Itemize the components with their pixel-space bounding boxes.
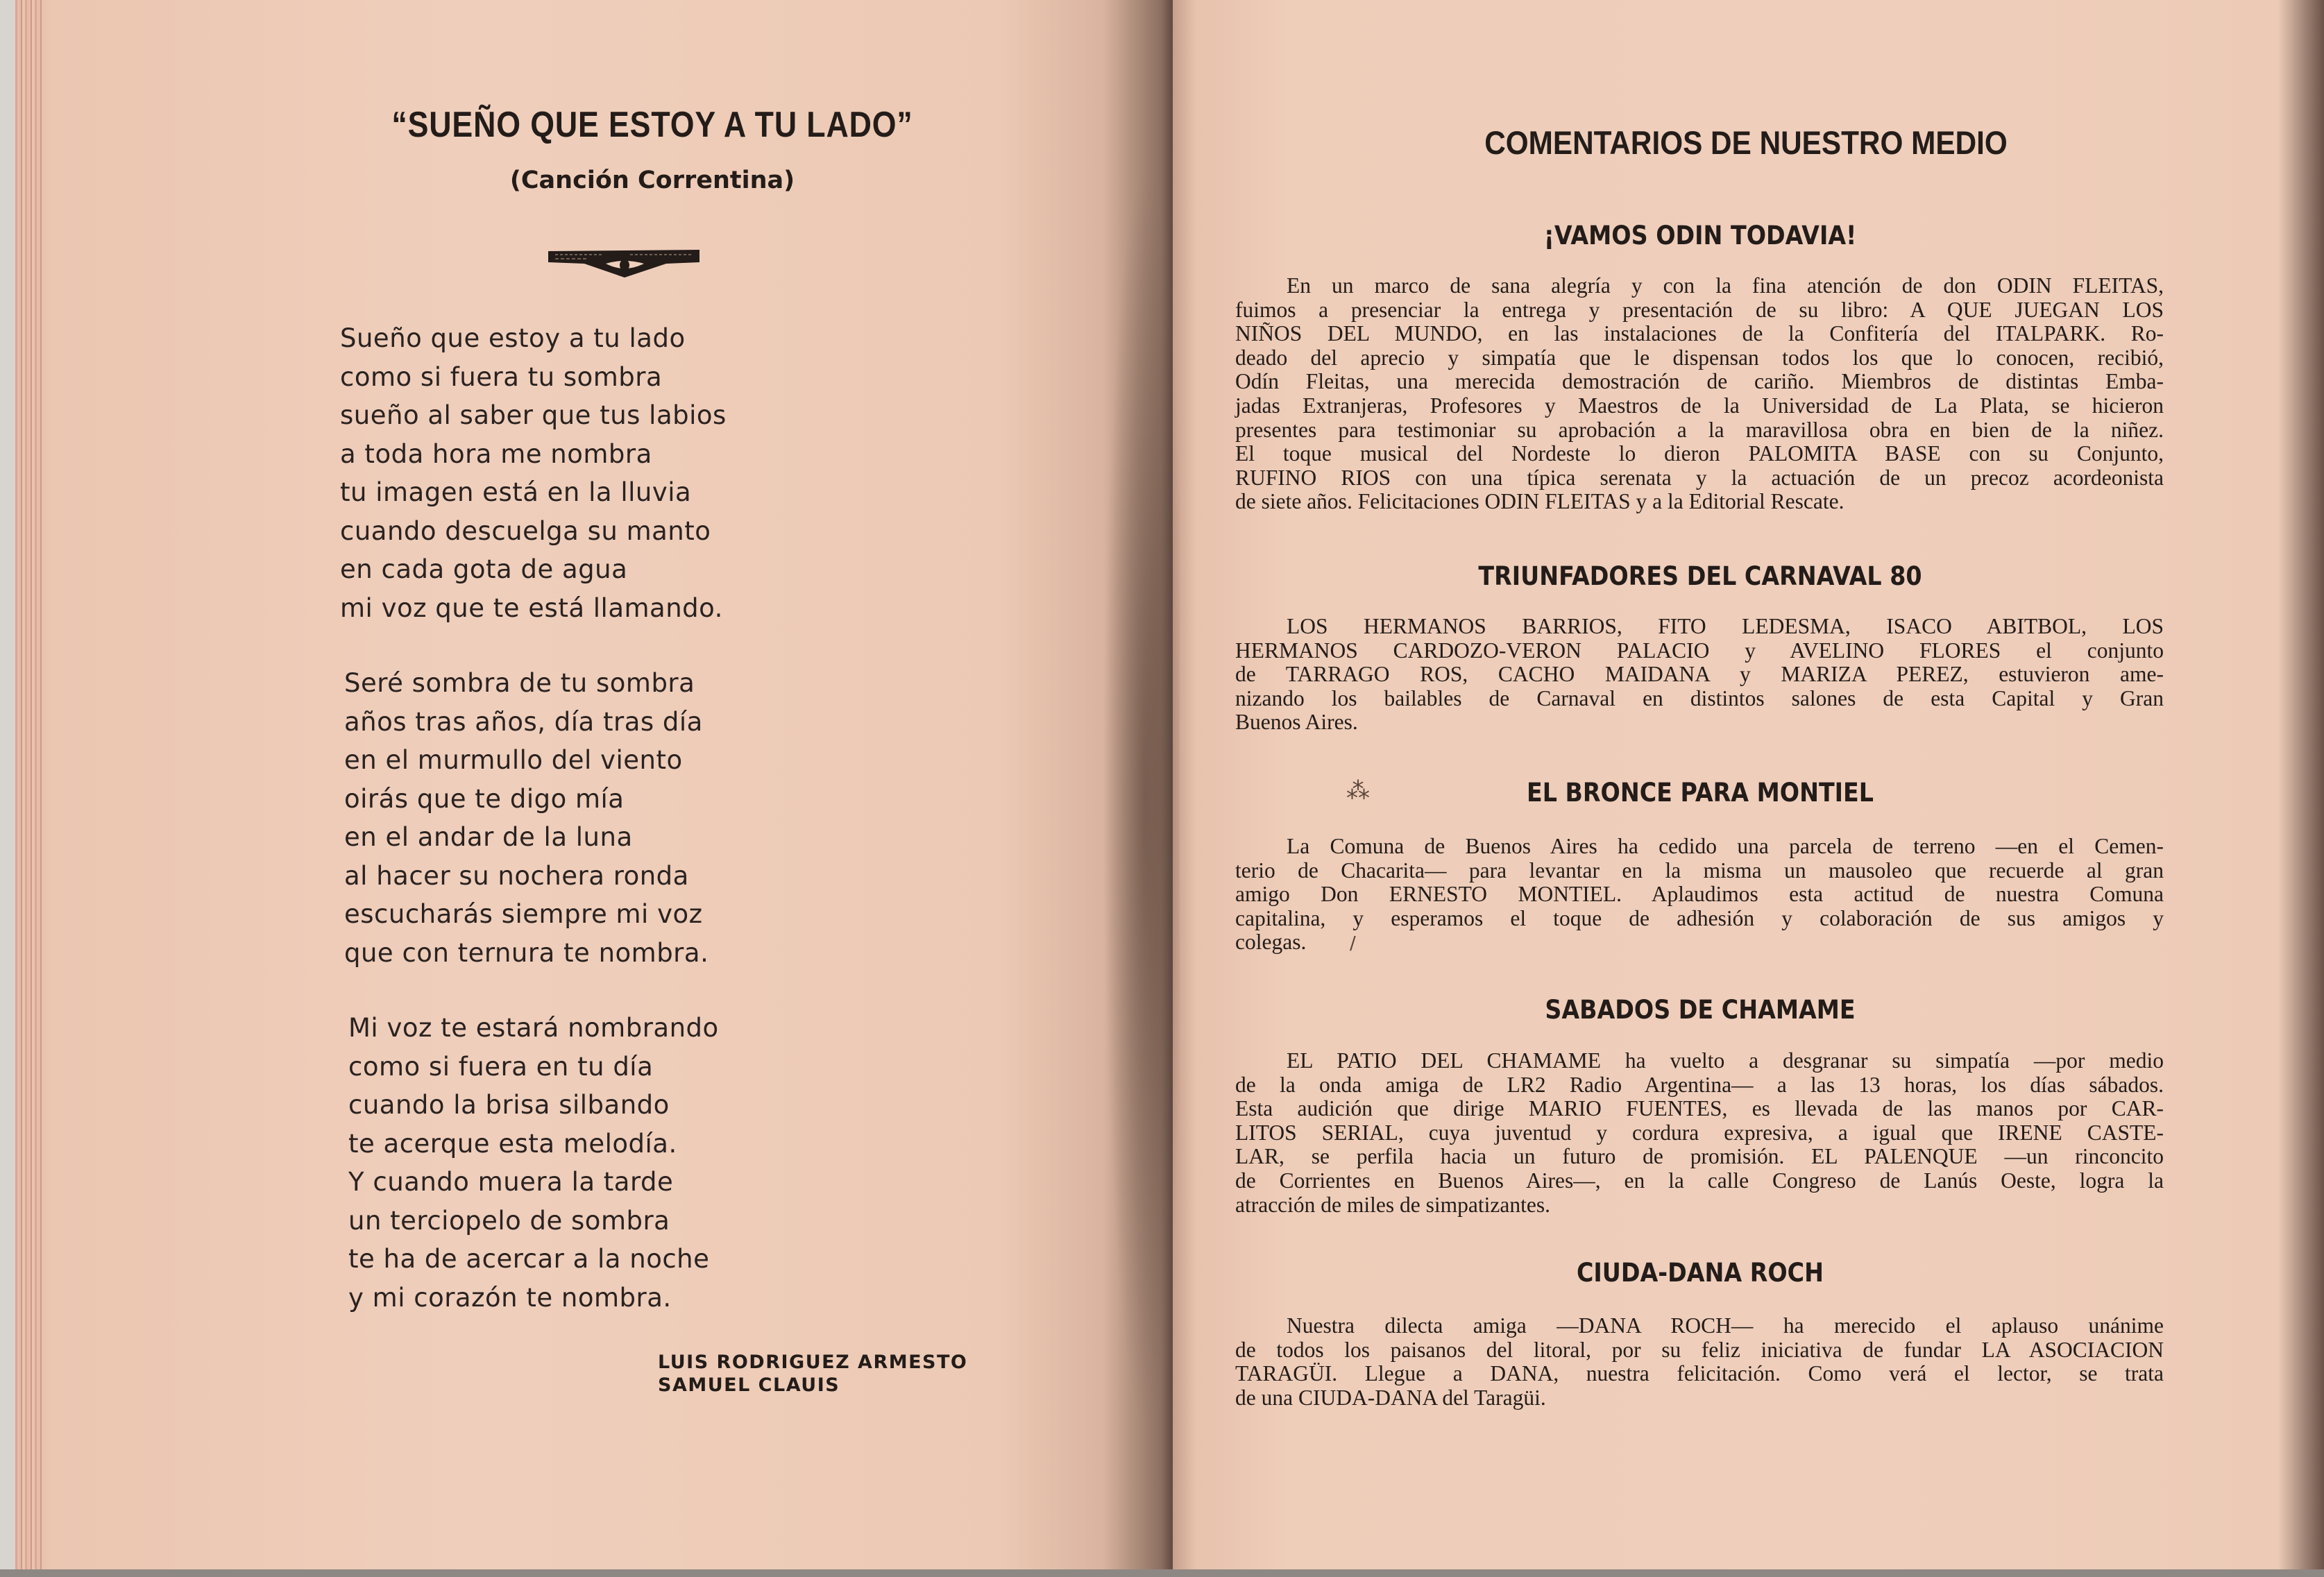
scanner-bottom-edge (0, 1569, 2324, 1577)
article-line: terio de Chacarita— para levantar en la misma un mausoleo que recuerde al gran (1235, 858, 2164, 883)
article-line: NIÑOS DEL MUNDO, en las instalaciones de la Confitería del ITALPARK. Ro- (1235, 321, 2164, 346)
song-subtitle: (Canción Correntina) (509, 167, 795, 194)
scanner-edge (0, 0, 15, 1577)
article-line: colegas. (1235, 930, 1307, 955)
verse: Mi voz te estará nombrando (348, 1013, 719, 1043)
verse: oirás que te digo mía (344, 783, 625, 814)
article-body (1235, 274, 2164, 514)
article-line: El toque musical del Nordeste lo dieron PALOMITA BASE con su Conjunto, (1235, 441, 2164, 466)
verse: en el murmullo del viento (344, 745, 683, 775)
author-name: SAMUEL CLAUIS (658, 1374, 840, 1396)
stanza (348, 1009, 826, 1317)
article-line: Buenos Aires. (1235, 710, 1358, 735)
song-authors (658, 1351, 967, 1397)
article-heading: TRIUNFADORES DEL CARNAVAL 80 (1478, 561, 1922, 591)
article-line: EL PATIO DEL CHAMAME ha vuelto a desgranar su simpatía —por medio (1287, 1048, 2164, 1073)
article-line: Nuestra dilecta amiga —DANA ROCH— ha merecido el aplauso unánime (1287, 1313, 2164, 1338)
article-line: de una CIUDA-DANA del Taragüi. (1235, 1385, 1546, 1410)
book-gutter (1069, 0, 1180, 1569)
verse: y mi corazón te nombra. (348, 1282, 672, 1313)
article-line: TARAGÜI. Llegue a DANA, nuestra felicitación. Como verá el lector, se trata (1235, 1361, 2164, 1386)
article-body (1235, 1314, 2164, 1410)
article-heading: CIUDA-DANA ROCH (1576, 1258, 1824, 1288)
article-line: de todos los paisanos del litoral, por su feliz iniciativa de fundar LA ASOCIACION (1235, 1337, 2164, 1362)
verse: en cada gota de agua (340, 554, 628, 584)
article-line: capitalina, y esperamos el toque de adhesión y colaboración de sus amigos y (1235, 905, 2164, 930)
verse: a toda hora me nombra (340, 438, 652, 469)
article-line: En un marco de sana alegría y con la fina atención de don ODIN FLEITAS, (1287, 273, 2164, 298)
verse: años tras años, día tras día (344, 706, 703, 737)
article-body (1235, 1049, 2164, 1217)
article-line: RUFINO RIOS con una típica serenata y la actuación de un precoz acordeonista (1235, 465, 2164, 490)
article-line: de siete años. Felicitaciones ODIN FLEITAS y a la Editorial Rescate. (1235, 489, 1844, 514)
poem (340, 319, 826, 1317)
verse: un terciopelo de sombra (348, 1205, 670, 1236)
article-line: fuimos a presenciar la entrega y presentación de su libro: A QUE JUEGAN LOS (1235, 297, 2164, 322)
article-heading: EL BRONCE PARA MONTIEL (1526, 778, 1874, 808)
ink-blot: ⁂ (1346, 777, 1370, 805)
article-body (1235, 835, 2164, 955)
article-line: LOS HERMANOS BARRIOS, FITO LEDESMA, ISACO ABITBOL, LOS (1287, 614, 2164, 638)
article-line: amigo Don ERNESTO MONTIEL. Aplaudimos esta actitud de nuestra Comuna (1235, 882, 2164, 907)
article-line: atracción de miles de simpatizantes. (1235, 1192, 1550, 1217)
verse: Seré sombra de tu sombra (344, 668, 695, 698)
verse: Y cuando muera la tarde (348, 1167, 674, 1197)
article-line: LAR, se perfila hacia un futuro de promisión. EL PALENQUE —un rinconcito (1235, 1144, 2164, 1169)
verse: tu imagen está en la lluvia (340, 477, 692, 507)
article-line: jadas Extranjeras, Profesores y Maestros de la Universidad de La Plata, se hicieron (1235, 393, 2164, 418)
song-title: “SUEÑO QUE ESTOY A TU LADO” (391, 105, 913, 145)
article-line: presentes para testimoniar su aprobación a la maravillosa obra en bien de la niñez. (1235, 417, 2164, 442)
verse: te ha de acercar a la noche (348, 1244, 710, 1274)
stanza (340, 319, 826, 627)
article-line: Esta audición que dirige MARIO FUENTES, es llevada de las manos por CAR- (1235, 1096, 2164, 1121)
article-line: deado del aprecio y simpatía que le dispensan todos los que lo conocen, recibió, (1235, 345, 2164, 370)
article-heading: SABADOS DE CHAMAME (1545, 995, 1856, 1025)
verse: sueño al saber que tus labios (340, 400, 727, 430)
article-line: nizando los bailables de Carnaval en distintos salones de esta Capital y Gran (1235, 685, 2164, 710)
section-title: COMENTARIOS DE NUESTRO MEDIO (1484, 124, 2008, 161)
article-line: Odín Fleitas, una merecida demostración de cariño. Miembros de distintas Emba- (1235, 369, 2164, 394)
verse: escucharás siempre mi voz (344, 899, 703, 929)
article-body (1235, 615, 2164, 735)
verse: que con ternura te nombra. (344, 937, 709, 968)
page-edges (15, 0, 42, 1569)
article-line: LITOS SERIAL, cuya juventud y cordura expresiva, a igual que IRENE CASTE- (1235, 1120, 2164, 1145)
article-line: de TARRAGO ROS, CACHO MAIDANA y MARIZA PEREZ, estuvieron ame- (1235, 662, 2164, 687)
verse: en el andar de la luna (344, 822, 633, 852)
verse: Sueño que estoy a tu lado (340, 323, 686, 353)
article-line: de Corrientes en Buenos Aires—, en la calle Congreso de Lanús Oeste, logra la (1235, 1168, 2164, 1193)
article-line: de la onda amiga de LR2 Radio Argentina— a las 13 horas, los días sábados. (1235, 1072, 2164, 1097)
ink-blot: / (1350, 933, 1356, 954)
author-name: LUIS RODRIGUEZ ARMESTO (658, 1352, 968, 1373)
article-heading: ¡VAMOS ODIN TODAVIA! (1543, 221, 1857, 250)
verse: te acerque esta melodía. (348, 1128, 677, 1159)
stanza (344, 664, 826, 972)
verse: como si fuera tu sombra (340, 361, 663, 392)
verse: al hacer su nochera ronda (344, 860, 689, 891)
verse: como si fuera en tu día (348, 1051, 654, 1082)
article-line: La Comuna de Buenos Aires ha cedido una parcela de terreno —en el Cemen- (1287, 834, 2164, 858)
verse: cuando descuelga su manto (340, 515, 711, 546)
verse: mi voz que te está llamando. (340, 593, 723, 623)
article-line: HERMANOS CARDOZO-VERON PALACIO y AVELINO FLORES el conjunto (1235, 638, 2164, 663)
verse: cuando la brisa silbando (348, 1090, 670, 1120)
decorative-divider-icon (547, 248, 701, 280)
